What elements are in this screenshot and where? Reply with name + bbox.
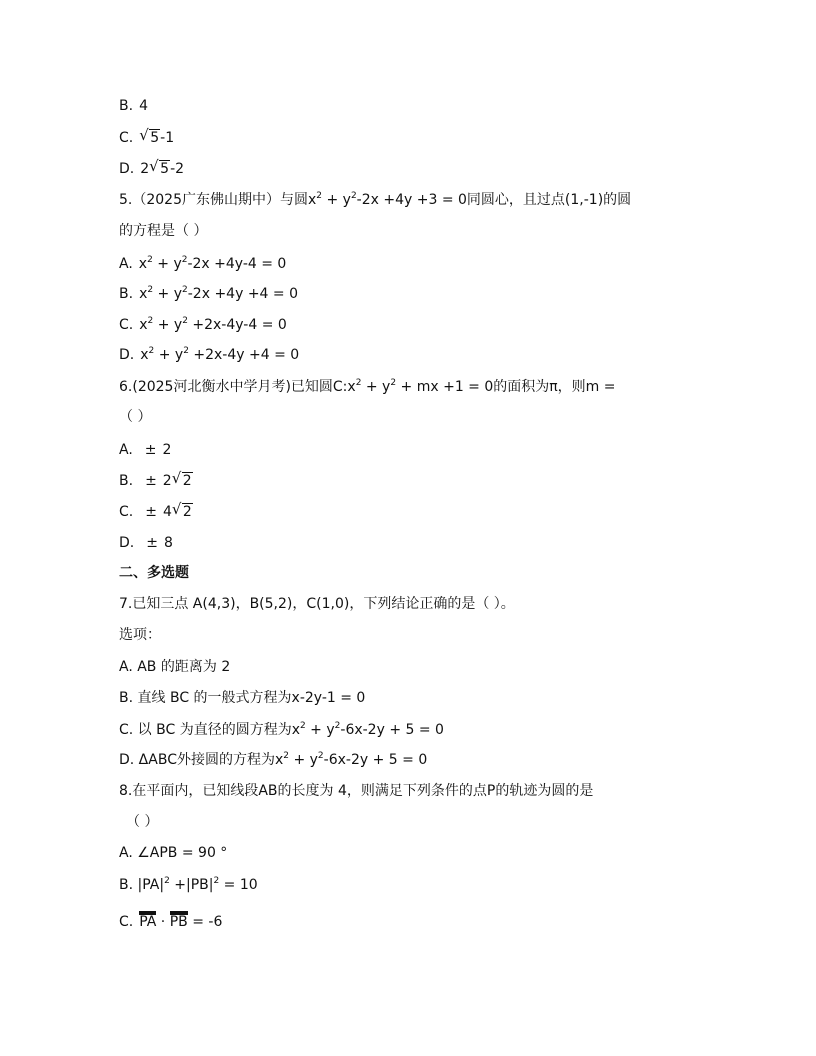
vector-pa: PA	[139, 911, 156, 929]
q5-option-a: A. $x^2 + y^2-2x +4y-4 = 0$	[119, 255, 287, 272]
q6-option-b: B. ± 2 √ 2	[119, 469, 193, 493]
sqrt-symbol: √ 2	[171, 469, 192, 489]
q4-option-d: D. 2 √ 5-2	[119, 157, 184, 181]
q6-option-c: C. ± 4 √ 2	[119, 500, 193, 524]
q6-option-a: A. ± 2	[119, 442, 172, 458]
sqrt-symbol: √ 2	[171, 500, 192, 520]
q4-option-c: C. √ 5-1	[119, 126, 174, 150]
section-title: 二、多选题	[119, 565, 189, 581]
sqrt-symbol: √ 5	[139, 126, 160, 146]
sqrt-symbol: √ 5	[149, 157, 170, 177]
q5-stem: 5.（2025广东佛山期中）与圆$x^2 + y^2-2x +4y +3 = 0$同圆心，且过点(1,-1)的圆	[119, 191, 632, 208]
q8-option-c: C. PA · PB = -6	[119, 910, 222, 934]
q5-stem-line2: 的方程是（ ）	[119, 223, 208, 239]
q8-option-b: B. $|PA|^2 +|PB|^2 = 10$	[119, 876, 258, 893]
q7-options-label: 选项：	[119, 627, 161, 643]
q6-stem-line2: （ ）	[119, 409, 152, 425]
q7-option-b: B. 直线 BC 的一般式方程为x-2y-1 = 0	[119, 690, 366, 706]
q5-option-d: D. $x^2 + y^2 +2x-4y +4 = 0$	[119, 346, 300, 363]
vector-pb: PB	[170, 911, 188, 929]
q5-option-c: C. $x^2 + y^2 +2x-4y-4 = 0$	[119, 316, 287, 333]
q6-option-d: D. ± 8	[119, 535, 173, 551]
q4-option-b: B. 4	[119, 98, 148, 114]
q7-option-a: A. AB 的距离为 2	[119, 659, 231, 675]
q8-stem: 8.在平面内，已知线段AB的长度为 4，则满足下列条件的点P的轨迹为圆的是	[119, 783, 594, 799]
q8-option-a: A. ∠APB = 90 °	[119, 845, 228, 861]
q8-stem-line2: （ ）	[126, 814, 159, 830]
q7-option-d: D. ΔABC外接圆的方程为$x^2 + y^2-6x-2y + 5 = 0$	[119, 751, 428, 768]
q7-stem: 7.已知三点 A(4,3)，B(5,2)，C(1,0)，下列结论正确的是（ ）。	[119, 596, 515, 612]
q7-option-c: C. 以 BC 为直径的圆方程为$x^2 + y^2-6x-2y + 5 = 0$	[119, 721, 444, 738]
q5-option-b: B. $x^2 + y^2-2x +4y +4 = 0$	[119, 285, 298, 302]
q6-stem: 6.(2025河北衡水中学月考)已知圆$C:x^2 + y^2$ + mx +1 = 0的面积为π，则m =	[119, 378, 616, 395]
